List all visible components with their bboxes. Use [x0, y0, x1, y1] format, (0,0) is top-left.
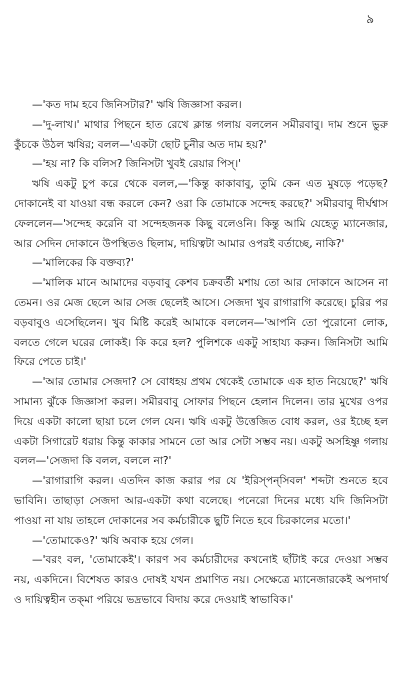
paragraph: —'মালিকের কি বক্তব্য?' [32, 257, 134, 270]
paragraph: —'আর তোমার সেজদা? সে বোধহয় প্রথম থেকেই তোমাকে এক হাত নিয়েছে?' ঋষি সামান্য ঝুঁকে জিজ্ঞাসা করল। সমীরবাবু সোফার পিছনে হেলান দিলেন। তার মুখের ওপর দিয়ে একটা কালো ছায়া চলে গেল যেন। ঋষি একটু উত্তেজিত বোধ করল, ওর ইচ্ছে হল একটা সিগারেট ধরায় কিন্তু কাকার সামনে তো আর সেটা সম্ভব নয়। একটু অসহিষ্ণু গলায় বলল—'সেজদা কি বলল, বললে না?' [14, 376, 388, 468]
body-text [14, 96, 388, 611]
paragraph: —'দু-লাখ।' মাথার পিছনে হাত রেখে ক্লান্ত গলায় বললেন সমীরবাবু। দাম শুনে ভুরু কুঁচকে উঠল ঋষির; বলল—'একটা ছোট চুনীর অত দাম হয়?' [14, 118, 388, 151]
paragraph: —'তোমাকেও?' ঋষি অবাক হয়ে গেল। [32, 534, 194, 547]
paragraph: —'হয় না? কি বলিস? জিনিসটা খুবই রেয়ার পিস্।' [32, 158, 242, 171]
paragraph: —'বরং বল, 'তোমাকেই'। কারণ সব কর্মচারীদের কখনোই ছাঁটাই করে দেওয়া সম্ভব নয়, একদিনে। বিশেষত কারও দোষই যখন প্রমাণিত নয়। সেক্ষেত্রে ম্যানেজারকেই অপদার্থ ও দায়িত্বহীন তক্‌মা পরিয়ে ভদ্রভাবে বিদায় করে দেওয়াই স্বাভাবিক।' [14, 554, 388, 606]
page-number: ৯ [366, 12, 374, 26]
paragraph: —'রাগারাগি করল। এতদিন কাজ করার পর যে 'ইরিস্‌পন্‌সিবল' শব্দটা শুনতে হবে ভাবিনি। তাছাড়া সেজদা আর-একটা কথা বলেছে। পনেরো দিনের মধ্যে যদি জিনিসটা পাওয়া না যায় তাহলে দোকানের সব কর্মচারীকে ছুটি নিতে হবে চিরকালের মতো।' [14, 475, 388, 527]
paragraph: —'কত দাম হবে জিনিসটার?' ঋষি জিজ্ঞাসা করল। [32, 99, 242, 111]
paragraph: —'মালিক মানে আমাদের বড়বাবু কেশব চক্রবর্তী মশায় তো আর দোকানে আসেন না তেমন। ওর মেজ ছেলে আর সেজ ছেলেই আসে। সেজদা খুব রাগারাগি করেছে। চুরির পর বড়বাবুও এসেছিলেন। খুব মিষ্টি করেই আমাকে বললেন—'আপনি তো পুরোনো লোক, বলতে গেলে ঘরের লোকই। কি করে হল? পুলিশকে একটু সাহায্য করুন। জিনিসটা আমি ফিরে পেতে চাই।' [14, 277, 388, 369]
paragraph: ঋষি একটু চুপ করে থেকে বলল,—'কিন্তু কাকাবাবু, তুমি কেন এত মুষড়ে পড়েছ? দোকানেই বা যাওয়া বন্ধ করলে কেন? ওরা কি তোমাকে সন্দেহ করছে?' সমীরবাবু দীর্ঘশ্বাস ফেললেন—'সন্দেহ করেনি বা সন্দেহজনক কিছু বলেওনি। কিন্তু আমি যেহেতু ম্যানেজার, আর সেদিন দোকানে উপস্থিতও ছিলাম, দায়িত্বটা আমার ওপরই বর্তাচ্ছে, নাকি?' [14, 178, 388, 250]
